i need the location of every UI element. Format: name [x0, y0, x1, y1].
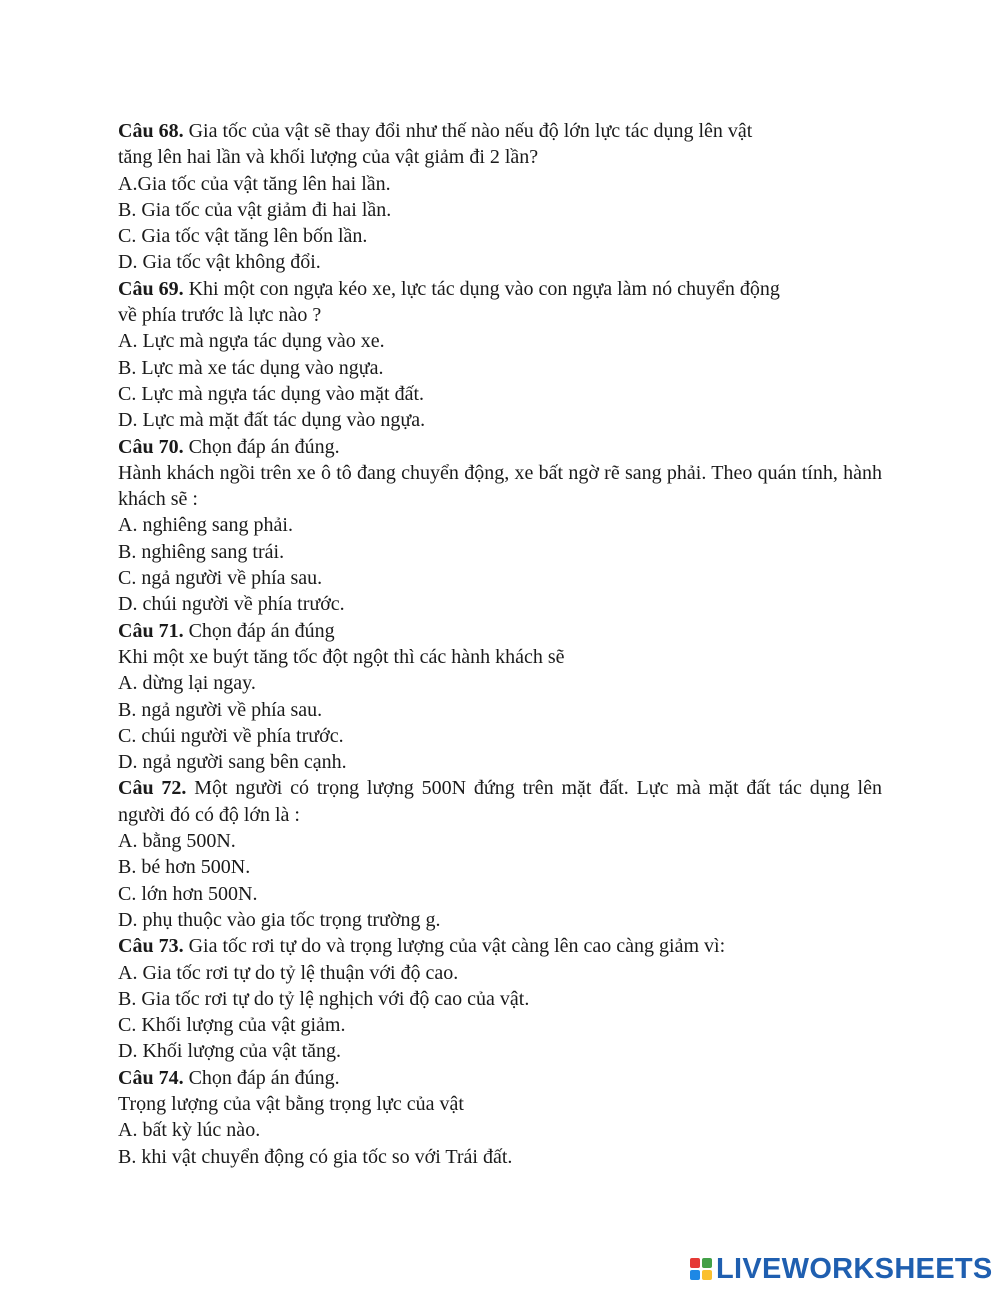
question-text: Chọn đáp án đúng	[183, 619, 335, 642]
question-stem	[118, 434, 882, 460]
question-block	[118, 276, 882, 434]
answer-option: B. khi vật chuyển động có gia tốc so với Trái đất.	[118, 1145, 513, 1168]
answer-option: B. nghiêng sang trái.	[118, 540, 285, 563]
logo-square-red	[690, 1258, 700, 1268]
answer-option: A. bằng 500N.	[118, 830, 236, 853]
answer-option: C. Lực mà ngựa tác dụng vào mặt đất.	[118, 382, 425, 405]
question-text: Gia tốc của vật sẽ thay đổi như thế nào nếu độ lớn lực tác dụng lên vật	[183, 120, 753, 142]
liveworksheets-logo	[690, 1254, 993, 1284]
question-context: Khi một xe buýt tăng tốc đột ngột thì các hành khách sẽ	[118, 645, 565, 668]
question-text: Khi một con ngựa kéo xe, lực tác dụng vào con ngựa làm nó chuyển động	[183, 277, 780, 300]
logo-text: LIVEWORKSHEETS	[716, 1252, 993, 1285]
answer-option: C. lớn hơn 500N.	[118, 882, 258, 905]
question-stem	[118, 276, 882, 329]
question-stem	[118, 1065, 882, 1091]
question-stem	[118, 118, 882, 171]
question-number: Câu 68.	[118, 120, 184, 142]
question-number: Câu 73.	[118, 935, 184, 958]
question-context: Trọng lượng của vật bằng trọng lực của vật	[118, 1092, 464, 1115]
answer-option: D. ngả người sang bên cạnh.	[118, 751, 347, 774]
question-block	[118, 933, 882, 1064]
question-number: Câu 69.	[118, 277, 184, 300]
answer-option: A. bất kỳ lúc nào.	[118, 1119, 261, 1142]
question-text: Chọn đáp án đúng.	[183, 435, 340, 458]
question-text: Một người có trọng lượng 500N đứng trên mặt đất. Lực mà mặt đất tác dụng lên người đó có độ lớn là :	[118, 777, 882, 826]
question-text: về phía trước là lực nào ?	[118, 304, 322, 327]
answer-option: B. bé hơn 500N.	[118, 856, 251, 879]
question-stem	[118, 933, 882, 959]
answer-option: D. chúi người về phía trước.	[118, 593, 345, 616]
question-text: Chọn đáp án đúng.	[183, 1066, 340, 1089]
answer-option: C. ngả người về phía sau.	[118, 567, 323, 590]
question-block	[118, 618, 882, 776]
question-number: Câu 74.	[118, 1066, 184, 1089]
worksheet-body	[118, 118, 882, 1170]
answer-option: B. Lực mà xe tác dụng vào ngựa.	[118, 356, 384, 379]
answer-option: B. ngả người về phía sau.	[118, 698, 323, 721]
answer-option: D. Khối lượng của vật tăng.	[118, 1040, 342, 1063]
question-block	[118, 434, 882, 618]
question-block	[118, 118, 882, 276]
answer-option: D. Lực mà mặt đất tác dụng vào ngựa.	[118, 409, 426, 432]
answer-option: D. phụ thuộc vào gia tốc trọng trường g.	[118, 908, 441, 931]
question-block	[118, 1065, 882, 1170]
question-context: Hành khách ngồi trên xe ô tô đang chuyển động, xe bất ngờ rẽ sang phải. Theo quán tính, hành khách sẽ :	[118, 461, 882, 511]
question-text: tăng lên hai lần và khối lượng của vật giảm đi 2 lần?	[118, 146, 539, 169]
answer-option: A. Gia tốc rơi tự do tỷ lệ thuận với độ cao.	[118, 961, 459, 984]
answer-option: B. Gia tốc rơi tự do tỷ lệ nghịch với độ cao của vật.	[118, 987, 530, 1010]
answer-option: A. nghiêng sang phải.	[118, 514, 293, 537]
answer-option: B. Gia tốc của vật giảm đi hai lần.	[118, 198, 392, 221]
logo-square-green	[702, 1258, 712, 1268]
answer-option: A.Gia tốc của vật tăng lên hai lần.	[118, 172, 391, 195]
answer-option: A. Lực mà ngựa tác dụng vào xe.	[118, 330, 385, 353]
logo-grid-icon	[690, 1258, 712, 1280]
answer-option: C. chúi người về phía trước.	[118, 724, 344, 747]
question-stem	[118, 775, 882, 828]
answer-option: A. dừng lại ngay.	[118, 672, 256, 695]
question-block	[118, 775, 882, 933]
logo-square-blue	[690, 1270, 700, 1280]
question-number: Câu 71.	[118, 619, 184, 642]
answer-option: D. Gia tốc vật không đổi.	[118, 251, 321, 274]
question-stem	[118, 618, 882, 644]
answer-option: C. Khối lượng của vật giảm.	[118, 1014, 346, 1037]
question-number: Câu 70.	[118, 435, 184, 458]
question-number: Câu 72.	[118, 777, 187, 800]
logo-square-yellow	[702, 1270, 712, 1280]
answer-option: C. Gia tốc vật tăng lên bốn lần.	[118, 225, 368, 248]
question-text: Gia tốc rơi tự do và trọng lượng của vật càng lên cao càng giảm vì:	[183, 935, 726, 958]
